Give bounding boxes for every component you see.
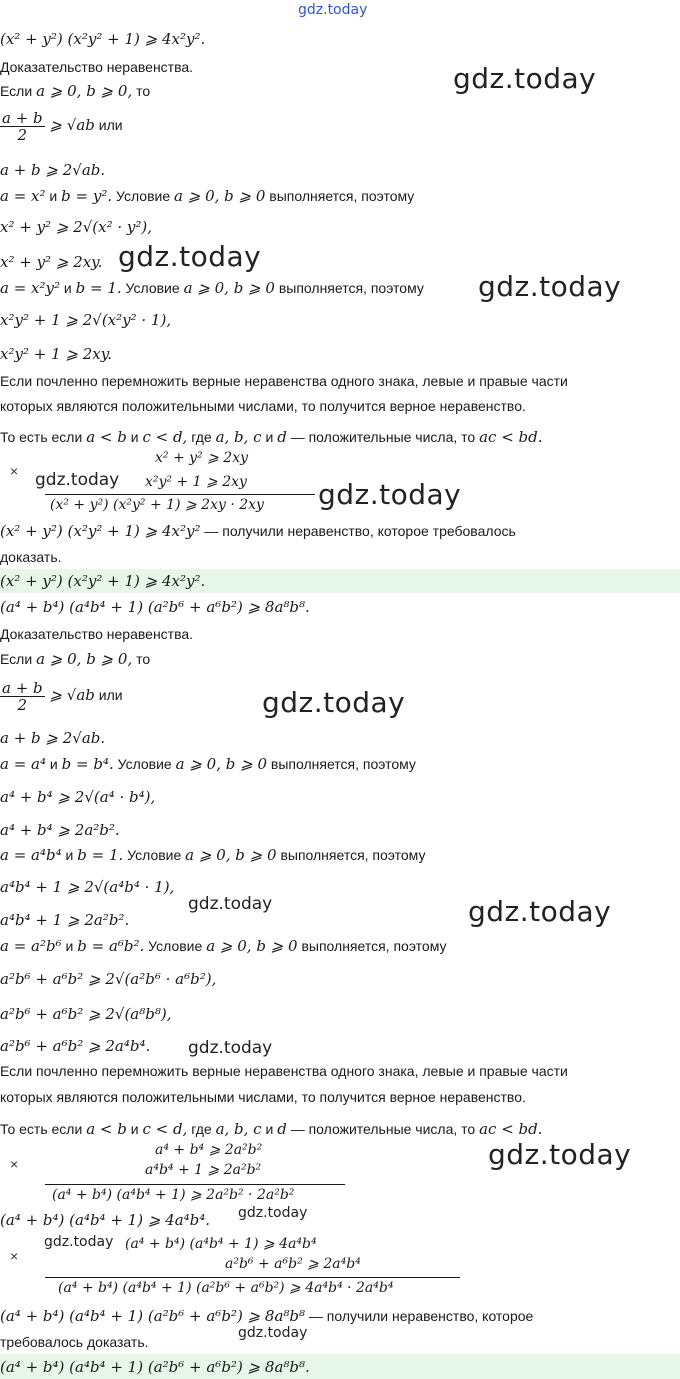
watermark: gdz.today xyxy=(262,686,406,719)
text-line: a = a⁴b⁴ и b = 1. Условие a ⩾ 0, b ⩾ 0 выполняется, поэтому xyxy=(0,846,426,864)
mul-row: (a⁴ + b⁴) (a⁴b⁴ + 1) (a²b⁶ + a⁶b²) ⩾ 4a⁴b⁴ · 2a⁴b⁴ xyxy=(58,1280,394,1296)
mul-row: (a⁴ + b⁴) (a⁴b⁴ + 1) ⩾ 2a²b² · 2a²b² xyxy=(52,1187,295,1203)
multiplication-block xyxy=(0,1142,680,1208)
watermark: gdz.today xyxy=(118,240,262,273)
mul-row: (a⁴ + b⁴) (a⁴b⁴ + 1) ⩾ 4a⁴b⁴ xyxy=(125,1236,317,1252)
mul-row: (x² + y²) (x²y² + 1) ⩾ 2xy · 2xy xyxy=(50,497,264,513)
am-gm-fraction-line: $\frac{a + b}{2}$ ⩾ √ab или xyxy=(2,679,123,714)
text-line: a = a⁴ и b = b⁴. Условие a ⩾ 0, b ⩾ 0 выполняется, поэтому xyxy=(0,755,416,773)
watermark: gdz.today xyxy=(318,478,462,511)
math-line: a + b ⩾ 2√ab. xyxy=(0,729,106,747)
text-line: доказать. xyxy=(0,549,62,565)
text-line: a = x²y² и b = 1. Условие a ⩾ 0, b ⩾ 0 выполняется, поэтому xyxy=(0,279,424,297)
math-line: a²b⁶ + a⁶b² ⩾ 2√(a²b⁶ · a⁶b²), xyxy=(0,970,217,988)
text-line: (x² + y²) (x²y² + 1) ⩾ 4x²y² — получили неравенство, которое требовалось xyxy=(0,522,516,540)
proof-heading: Доказательство неравенства. xyxy=(0,59,194,75)
text-line: Если a ⩾ 0, b ⩾ 0, то xyxy=(0,650,151,668)
problem-2-statement: (a⁴ + b⁴) (a⁴b⁴ + 1) (a²b⁶ + a⁶b²) ⩾ 8a⁸b⁸. xyxy=(0,598,310,616)
watermark: gdz.today xyxy=(188,1038,273,1058)
multiplication-block xyxy=(0,450,680,520)
math-line: x² + y² ⩾ 2xy. xyxy=(0,253,103,271)
math-line: (a⁴ + b⁴) (a⁴b⁴ + 1) ⩾ 4a⁴b⁴. xyxy=(0,1211,211,1229)
mul-row: a²b⁶ + a⁶b² ⩾ 2a⁴b⁴ xyxy=(225,1256,361,1272)
text-line: Если почленно перемножить верные неравенства одного знака, левые и правые части xyxy=(0,1063,568,1079)
math-line: a²b⁶ + a⁶b² ⩾ 2a⁴b⁴. xyxy=(0,1037,151,1055)
watermark: gdz.today xyxy=(188,894,273,914)
text: или xyxy=(94,117,123,134)
mul-row: a⁴ + b⁴ ⩾ 2a²b² xyxy=(155,1142,263,1158)
text: то xyxy=(132,83,151,99)
text-line: Если почленно перемножить верные неравенства одного знака, левые и правые части xyxy=(0,373,568,389)
math-line: x² + y² ⩾ 2√(x² · y²), xyxy=(0,218,153,236)
watermark: gdz.today xyxy=(478,270,622,303)
text-line xyxy=(0,82,150,100)
text-line: a = a²b⁶ и b = a⁶b². Условие a ⩾ 0, b ⩾ 0 выполняется, поэтому xyxy=(0,937,447,955)
text-line: (a⁴ + b⁴) (a⁴b⁴ + 1) (a²b⁶ + a⁶b²) ⩾ 8a⁸b⁸ — получили неравенство, которое xyxy=(0,1307,534,1325)
multiplication-block xyxy=(0,1236,680,1304)
text-line: которых являются положительными числами, то получится верное неравенство. xyxy=(0,1089,526,1105)
watermark: gdz.today xyxy=(238,1205,308,1221)
am-gm-fraction-line xyxy=(0,110,123,143)
problem-1-statement: (x² + y²) (x²y² + 1) ⩾ 4x²y². xyxy=(0,30,206,48)
mul-row: a⁴b⁴ + 1 ⩾ 2a²b² xyxy=(145,1162,262,1178)
watermark: gdz.today xyxy=(44,1234,114,1250)
multiply-sign: × xyxy=(10,463,19,479)
math: a ⩾ 0, b ⩾ 0, xyxy=(36,82,133,100)
math-line: a + b ⩾ 2√ab. xyxy=(0,161,106,179)
multiply-sign: × xyxy=(10,1156,19,1172)
text-line: требовалось доказать. xyxy=(0,1334,149,1350)
text-line: То есть если a < b и c < d, где a, b, c и d — положительные числа, то ac < bd. xyxy=(0,1120,543,1138)
mul-line xyxy=(45,1184,345,1185)
text: Если xyxy=(0,83,37,99)
math-line: a⁴ + b⁴ ⩾ 2a²b². xyxy=(0,821,120,839)
watermark: gdz.today xyxy=(468,895,612,928)
proof-heading: Доказательство неравенства. xyxy=(0,626,194,642)
math-line: a⁴b⁴ + 1 ⩾ 2a²b². xyxy=(0,911,130,929)
mul-line xyxy=(45,494,315,495)
text-line: То есть если a < b и c < d, где a, b, c и d — положительные числа, то ac < bd. xyxy=(0,428,543,446)
mul-row: x²y² + 1 ⩾ 2xy xyxy=(145,474,247,490)
math-line: a²b⁶ + a⁶b² ⩾ 2√(a⁸b⁸), xyxy=(0,1005,172,1023)
answer-1: (x² + y²) (x²y² + 1) ⩾ 4x²y². xyxy=(0,572,206,590)
watermark: gdz.today xyxy=(35,470,120,490)
mul-line xyxy=(45,1277,460,1278)
fraction: $\frac{a + b}{2}$ xyxy=(2,679,43,714)
watermark: gdz.today xyxy=(238,1325,308,1341)
mul-row: x² + y² ⩾ 2xy xyxy=(155,450,249,466)
math-line: x²y² + 1 ⩾ 2√(x²y² · 1), xyxy=(0,311,172,329)
math-line: a⁴b⁴ + 1 ⩾ 2√(a⁴b⁴ · 1), xyxy=(0,878,175,896)
multiply-sign: × xyxy=(10,1248,19,1264)
watermark: gdz.today xyxy=(453,62,597,95)
math-line: x²y² + 1 ⩾ 2xy. xyxy=(0,345,112,363)
watermark: gdz.today xyxy=(488,1138,632,1171)
text-line: a = x² и b = y². Условие a ⩾ 0, b ⩾ 0 выполняется, поэтому xyxy=(0,187,415,205)
fraction: $\frac{a + b}{2}$ xyxy=(2,109,43,144)
math-line: a⁴ + b⁴ ⩾ 2√(a⁴ · b⁴), xyxy=(0,788,156,806)
answer-2: (a⁴ + b⁴) (a⁴b⁴ + 1) (a²b⁶ + a⁶b²) ⩾ 8a⁸b⁸. xyxy=(0,1358,310,1376)
math: ⩾ √ab xyxy=(44,116,95,135)
text-line: которых являются положительными числами, то получится верное неравенство. xyxy=(0,398,526,414)
watermark: gdz.today xyxy=(298,2,368,18)
